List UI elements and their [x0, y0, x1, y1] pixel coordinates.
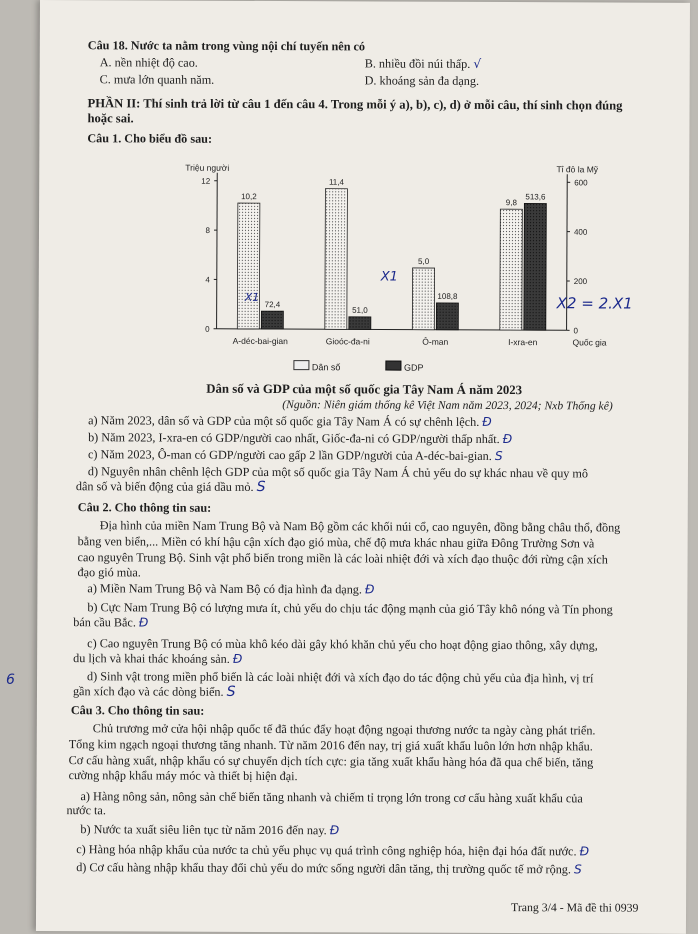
annotation-equation: X2 = 2.X1 — [557, 294, 633, 312]
cau3-b: b) Nước ta xuất siêu liên tục từ năm 2016 đến nay. Đ — [80, 822, 339, 837]
x-axis-title: Quốc gia — [572, 337, 606, 347]
cau3-p3: Cơ cấu hàng xuất, nhập khẩu có sự chuyển dịch tích cực: gia tăng xuất khẩu hàng hóa đã qua chế biến, tăng — [69, 753, 594, 769]
left-tick-label: 4 — [205, 275, 210, 284]
check-mark: √ — [473, 57, 481, 71]
chart-source: (Nguồn: Niên giám thống kê Việt Nam năm 2023, 2024; Nxb Thống kê) — [282, 398, 613, 413]
cau2-c-line1: c) Cao nguyên Trung Bộ có mùa khô kéo dài gây khó khăn chủ yếu cho hoạt động giao thông, xây dựng, — [87, 636, 598, 652]
margin-handwriting: 6 — [6, 672, 15, 688]
cau2-d-line1: d) Sinh vật trong miền phổ biến là các loài nhiệt đới và xích đạo do tác động chủ yếu của địa hình, vị trí — [87, 669, 593, 685]
exam-page — [36, 0, 690, 934]
population-value-label: 11,4 — [329, 178, 345, 187]
annotation-x1-alt: X1 — [245, 291, 260, 304]
cau3-heading: Câu 3. Cho thông tin sau: — [71, 703, 204, 718]
gdp-value-label: 72,4 — [265, 300, 281, 309]
left-axis-line — [217, 173, 218, 329]
cau1-d-line1: d) Nguyên nhân chênh lệch GDP của một số quốc gia Tây Nam Á chủ yếu do sự khác nhau về quy mô — [88, 464, 588, 480]
legend-label-gdp: GDP — [404, 363, 424, 373]
right-tick-label: 400 — [574, 228, 588, 237]
bar-gdp — [261, 311, 283, 329]
q18-option-a: A. nền nhiệt độ cao. — [100, 55, 198, 69]
cau1-d-line2: dân số và biến động của giá dầu mỏ. S — [76, 479, 266, 494]
category-label: Ô-man — [422, 337, 448, 347]
gdp-value-label: 51,0 — [352, 306, 368, 315]
cau1-heading: Câu 1. Cho biểu đồ sau: — [87, 131, 212, 146]
population-gdp-chart — [156, 151, 627, 378]
cau3-a-line2: nước ta. — [66, 803, 106, 817]
population-value-label: 5,0 — [418, 257, 430, 266]
cau2-a: a) Miền Nam Trung Bộ và Nam Bộ có địa hình đa dạng. Đ — [87, 581, 374, 596]
chart-legend — [293, 360, 423, 373]
cau2-b-line1: b) Cực Nam Trung Bộ có lượng mưa ít, chủ yếu do chịu tác động mạnh của gió Tây khô nóng và Tín phong — [87, 600, 612, 616]
left-tick-label: 0 — [205, 325, 210, 334]
cau1-c: c) Năm 2023, Ô-man có GDP/người cao gấp 2 lần GDP/người của A-déc-bai-gian. S — [88, 447, 503, 463]
cau3-a-line1: a) Hàng nông sản, nông sản chế biến tăng nhanh và chiếm tỉ trọng lớn trong cơ cấu hàng xuất khẩu của — [80, 789, 582, 805]
population-value-label: 10,2 — [241, 192, 257, 201]
right-tick-label: 200 — [574, 277, 588, 286]
category-label: Gioóc-đa-ni — [326, 336, 370, 346]
bar-gdp — [524, 203, 547, 330]
cau1-b: b) Năm 2023, I-xra-en có GDP/người cao nhất, Giốc-đa-ni có GDP/người thấp nhất. Đ — [88, 430, 512, 446]
population-value-label: 9,8 — [506, 198, 518, 207]
cau2-p4: đạo gió mùa. — [77, 565, 140, 579]
cau3-p2: Tổng kim ngạch ngoại thương tăng nhanh. Từ năm 2016 đến nay, trị giá xuất khẩu luôn lớn hơn nhập khẩu. — [69, 737, 593, 753]
bar-population — [237, 203, 260, 329]
cau2-c-line2: du lịch và khai thác khoáng sản. Đ — [73, 651, 242, 666]
q18-option-b-text: B. nhiều đồi núi thấp. — [365, 56, 471, 70]
gdp-value-label: 108,8 — [437, 292, 458, 301]
gdp-value-label: 513,6 — [525, 192, 546, 201]
legend-swatch-gdp — [385, 361, 401, 371]
cau1-a: a) Năm 2023, dân số và GDP của một số quốc gia Tây Nam Á có sự chênh lệch. Đ — [88, 413, 492, 429]
cau3-d: d) Cơ cấu hàng nhập khẩu thay đổi chủ yếu do mức sống người dân tăng, thị trường quốc tế mở rộng. S — [76, 860, 582, 876]
q18-option-c: C. mưa lớn quanh năm. — [100, 72, 215, 86]
q18-option-d: D. khoáng sản đa dạng. — [365, 73, 479, 87]
legend-swatch-population — [293, 360, 309, 370]
part2-title-cont: hoặc sai. — [87, 111, 133, 125]
category-label: A-déc-bai-gian — [233, 336, 289, 346]
cau3-p1: Chủ trương mở cửa hội nhập quốc tế đã thúc đẩy hoạt động ngoại thương nước ta ngày càng phát triển. — [93, 721, 596, 737]
cau2-p3: cao nguyên Trung Bộ. Sinh vật phổ biến trong miền là các loài nhiệt đới và xích đạo thuộc đới rừng cận xích — [78, 550, 608, 566]
legend-label-population: Dân số — [312, 362, 341, 372]
right-tick-label: 0 — [574, 326, 579, 335]
chart-caption: Dân số và GDP của một số quốc gia Tây Nam Á năm 2023 — [206, 382, 522, 397]
left-tick-label: 12 — [201, 177, 210, 186]
part2-title: PHẦN II: Thí sinh trả lời từ câu 1 đến câu 4. Trong mỗi ý a), b), c), d) ở mỗi câu, thí sinh chọn đúng — [88, 96, 623, 112]
bar-population — [412, 268, 434, 330]
category-label: I-xra-en — [508, 337, 538, 347]
annotation-x1: X1 — [381, 269, 398, 284]
bar-population — [325, 189, 348, 330]
q18-option-b — [365, 56, 482, 71]
cau2-d-line2: gần xích đạo và các dòng biển. S — [73, 684, 236, 699]
left-tick-label: 8 — [206, 226, 211, 235]
bar-gdp — [349, 317, 371, 330]
right-tick-label: 600 — [574, 178, 588, 187]
cau2-p1: Địa hình của miền Nam Trung Bộ và Nam Bộ gồm các khối núi cổ, cao nguyên, đồng bằng châu thổ, đồng — [100, 518, 621, 534]
cau2-heading: Câu 2. Cho thông tin sau: — [78, 500, 211, 515]
page-footer: Trang 3/4 - Mã đề thi 0939 — [511, 900, 638, 915]
right-axis-title: Tỉ đô la Mỹ — [556, 164, 598, 174]
q18-title: Câu 18. Nước ta nằm trong vùng nội chí tuyến nên có — [88, 38, 365, 53]
bar-gdp — [436, 303, 458, 330]
left-axis-title: Triệu người — [185, 163, 229, 173]
cau2-b-line2: bán cầu Bắc. Đ — [73, 615, 148, 629]
cau2-p2: bằng ven biển,... Miền có khí hậu cận xích đạo gió mùa, chế độ mưa khác nhau giữa Đông Trường Sơn và — [78, 534, 595, 550]
cau3-c: c) Hàng hóa nhập khẩu của nước ta chủ yếu phục vụ quá trình công nghiệp hóa, hiện đại hóa đất nước. Đ — [76, 842, 589, 858]
bar-population — [500, 209, 523, 330]
cau3-p4: cường nhập khẩu máy móc và thiết bị hiện đại. — [69, 768, 298, 783]
